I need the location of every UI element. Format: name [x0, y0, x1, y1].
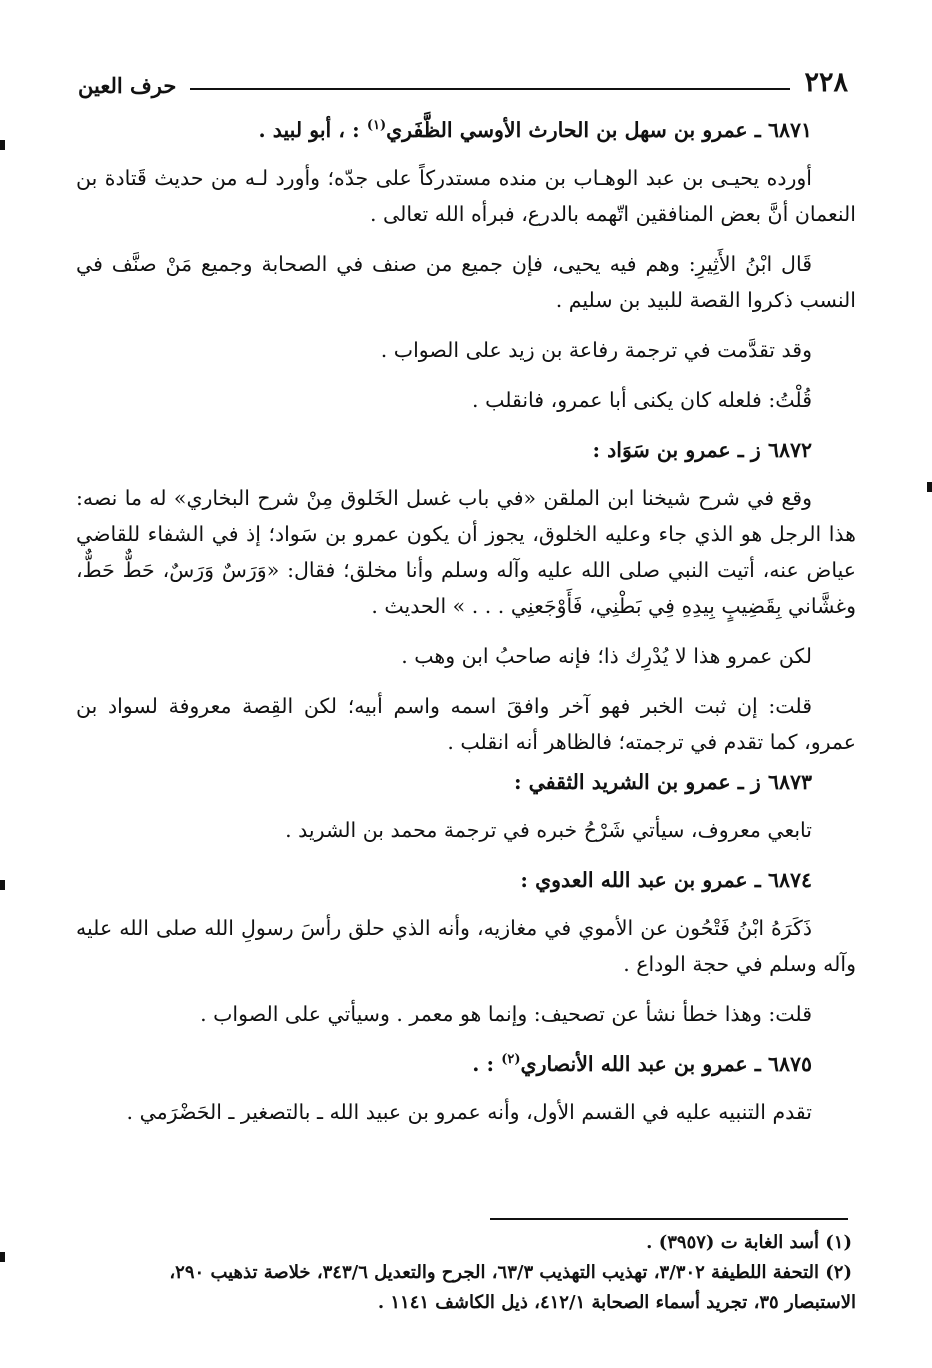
entry-6875-title: ٦٨٧٥ ـ عمرو بن عبد الله الأنصاري: [520, 1052, 812, 1076]
footnote-2-line-2: الاستبصار ٣٥، تجريد أسماء الصحابة ٤١٢/١، ذيل الكاشف ١١٤١ .: [377, 1292, 856, 1313]
scan-edge-mark: [927, 482, 932, 492]
scan-edge-mark: [0, 1252, 5, 1262]
footnote-ref-2[interactable]: (٢): [501, 1052, 521, 1068]
running-header: [78, 56, 848, 96]
entry-6873-heading: ٦٨٧٣ ز ـ عمرو بن الشريد الثقفي :: [513, 770, 812, 794]
footnotes: [76, 1228, 856, 1318]
footnote-1: (١) أسد الغابة ت (٣٩٥٧) .: [646, 1232, 852, 1253]
entry-6872-heading: ٦٨٧٢ ز ـ عمرو بن سَوَاد :: [592, 438, 812, 462]
paragraph: ذَكَرَهُ ابْنُ فَتْحُون عن الأموي في مغازيه، وأنه الذي حلق رأسَ رسولِ الله صلى الله عليه وآله وسلم في حجة الوداع .: [76, 916, 856, 976]
scan-edge-mark: [0, 140, 5, 150]
entry-6871-rest: : ، أبو لبيد .: [258, 118, 367, 142]
entry-6871-heading: [76, 112, 856, 148]
chapter-title: حرف العين: [78, 73, 177, 98]
entry-6875-rest: : .: [472, 1052, 502, 1076]
paragraph: قُلْتُ: فلعله كان يكنى أبا عمرو، فانقلب .: [472, 388, 812, 412]
entry-6871-title: ٦٨٧١ ـ عمرو بن سهل بن الحارث الأوسي الظَّفَري: [386, 118, 812, 142]
footnote-2-line-1: (٢) التحفة اللطيفة ٣/٣٠٢، تهذيب التهذيب ٦٣/٣، الجرح والتعديل ٣٤٣/٦، خلاصة تذهيب ٢٩٠،: [169, 1262, 852, 1283]
page-number: ٢٢٨: [804, 67, 848, 98]
footnote-ref-1[interactable]: (١): [366, 118, 387, 134]
footnote-separator: [490, 1218, 848, 1220]
paragraph: تابعي معروف، سيأتي شَرْحُ خبره في ترجمة محمد بن الشريد .: [285, 818, 812, 842]
header-rule: [190, 88, 790, 90]
entry-6874-heading: ٦٨٧٤ ـ عمرو بن عبد الله العدوي :: [520, 868, 812, 892]
main-text: [76, 112, 856, 1144]
paragraph: أورده يحيـى بن عبد الوهـاب بن منده مستدركاً على جدّه؛ وأورد لـه من حديث قَتادة بن النعمان أنَّ بعض المنافقين اتّهمه بالدرع، فبرأه الله تعالى .: [76, 166, 856, 226]
scan-edge-mark: [0, 880, 5, 890]
paragraph: لكن عمرو هذا لا يُدْرِك ذا؛ فإنه صاحبُ ابن وهب .: [401, 644, 812, 668]
entry-6875-heading: [76, 1046, 856, 1082]
paragraph: قَال ابْنُ الأَثِيرِ: وهم فيه يحيى، فإن جميع من صنف في الصحابة وجميع مَنْ صنَّف في النسب ذكروا القصة للبيد بن سليم .: [76, 252, 856, 312]
paragraph: قلت: إن ثبت الخبر فهو آخر وافقَ اسمه واسم أبيه؛ لكن القِصة معروفة لسواد بن عمرو، كما تقدم في ترجمته؛ فالظاهر أنه انقلب .: [76, 694, 856, 754]
paragraph: وقع في شرح شيخنا ابن الملقن «في باب غسل الخَلوق مِنْ شرح البخاري» له ما نصه: هذا الرجل هو الذي جاء وعليه الخلوق، يجوز أن يكون عمرو بن سَواد؛ إذ في الشفاء للقاضي عياض عنه، أتيت النبي صلى الله عليه وآله وسلم وأنا مخلق؛ فقال: «وَرَسٌ وَرَسٌ، حَطٌّ حَطٌّ، وغشَّاني بِقَضِيبٍ بِيدِهِ فِي بَطْنِي، فَأَوْجَعنِي . . . » الحديث .: [76, 486, 856, 618]
paragraph: قلت: وهذا خطأ نشأ عن تصحيف: وإنما هو معمر . وسيأتي على الصواب .: [200, 1002, 812, 1026]
paragraph: تقدم التنبيه عليه في القسم الأول، وأنه عمرو بن عبيد الله ـ بالتصغير ـ الحَضْرَمي .: [126, 1100, 812, 1124]
paragraph: وقد تقدَّمت في ترجمة رفاعة بن زيد على الصواب .: [380, 338, 812, 362]
